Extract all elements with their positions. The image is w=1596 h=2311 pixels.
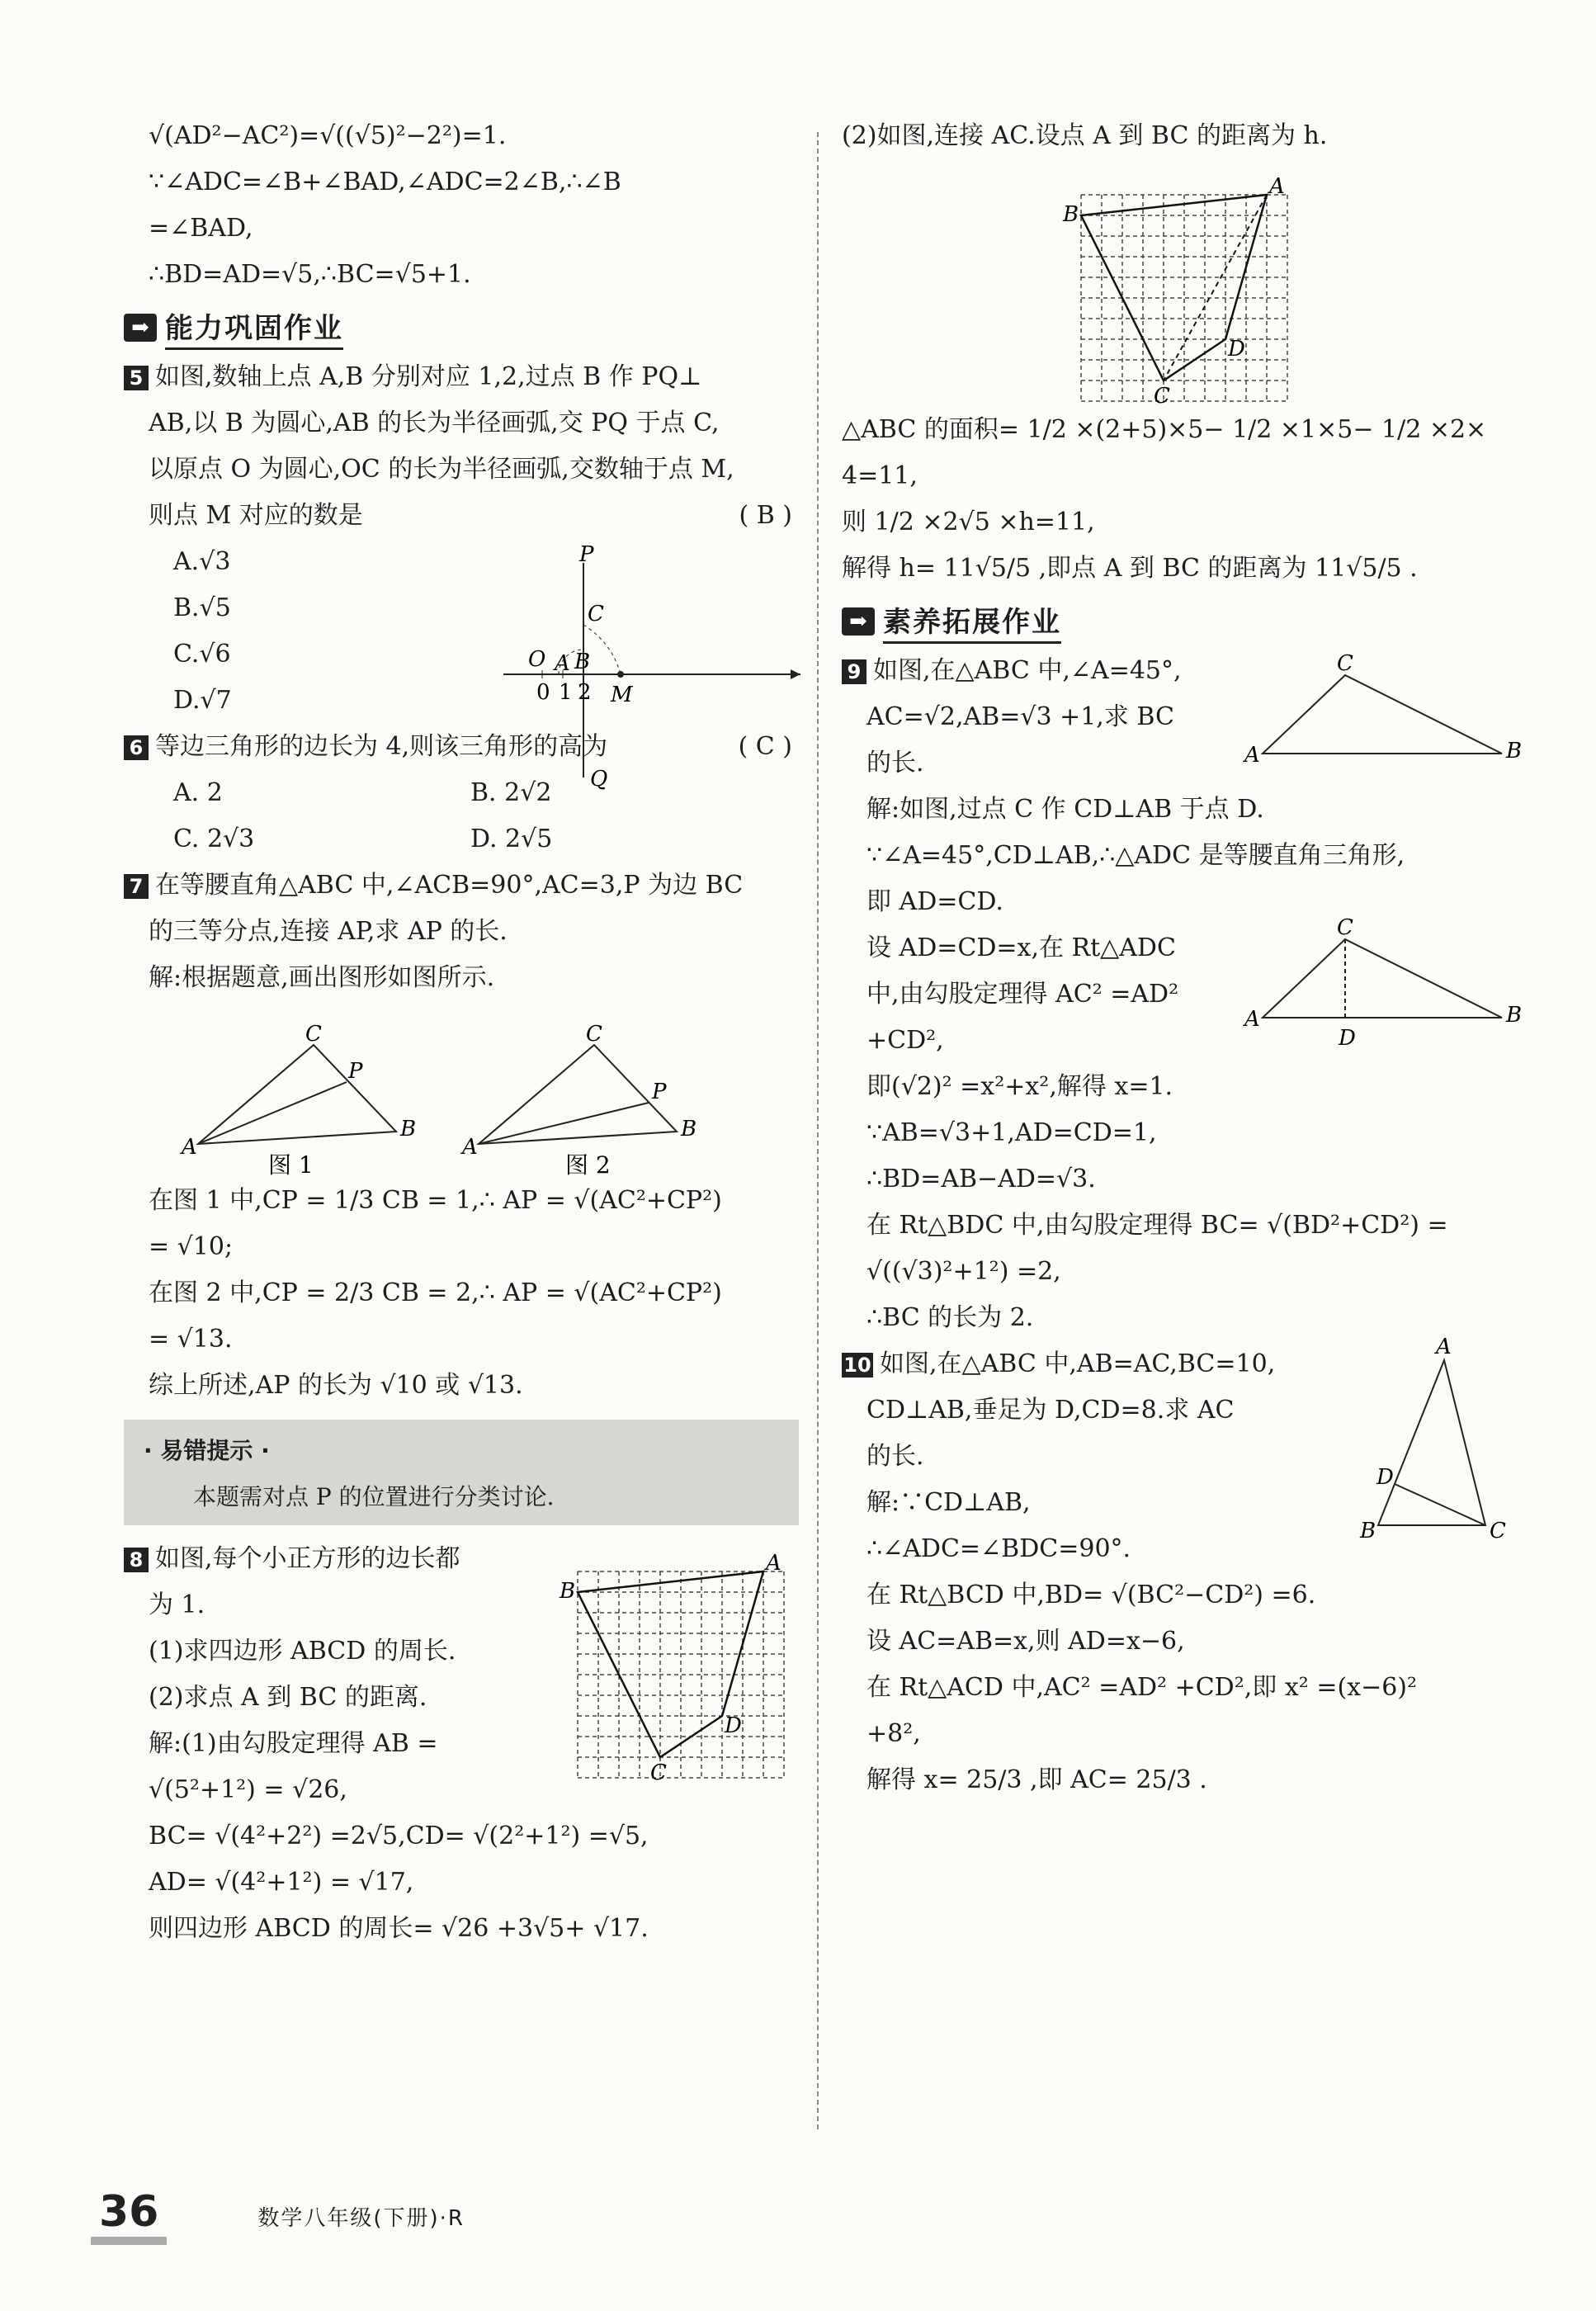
section-title: 素养拓展作业 xyxy=(883,599,1061,644)
fig-label: C xyxy=(588,602,604,626)
solution-line: 则四边形 ABCD 的周长= √26 +3√5+ √17. xyxy=(149,1914,649,1943)
text-line: 在等腰直角△ABC 中,∠ACB=90°,AC=3,P 为边 BC xyxy=(155,871,744,900)
fig-label: A xyxy=(1244,1007,1260,1032)
solution-line: 中,由勾股定理得 AC² =AD² xyxy=(866,980,1179,1009)
solution-line: 解得 x= 25/3 ,即 AC= 25/3 . xyxy=(866,1765,1207,1794)
fig-label: C xyxy=(1337,915,1353,940)
option: C.√6 xyxy=(173,640,231,669)
fig-label: D xyxy=(1339,1026,1356,1051)
question-number: 8 xyxy=(124,1548,149,1572)
fig-label: A xyxy=(1436,1335,1452,1359)
solution-line: +CD², xyxy=(866,1026,944,1055)
figure-caption: 图 2 xyxy=(565,1151,611,1179)
fig-label: C xyxy=(650,1760,667,1785)
text-line: 的三等分点,连接 AP,求 AP 的长. xyxy=(149,917,508,946)
option: B. 2√2 xyxy=(470,778,552,807)
text-line: CD⊥AB,垂足为 D,CD=8.求 AC xyxy=(866,1396,1235,1425)
question-9 xyxy=(842,651,1527,1332)
solution-line: BC= √(4²+2²) =2√5,CD= √(2²+1²) =√5, xyxy=(149,1822,649,1850)
question-number: 9 xyxy=(842,659,866,684)
book-title: 数学八年级(下册)·R xyxy=(257,2206,465,2231)
solution-line: 解:∵CD⊥AB, xyxy=(866,1488,1031,1517)
fig-label: C xyxy=(1154,384,1170,409)
solution-line: ∵AB=√3+1,AD=CD=1, xyxy=(866,1118,1157,1147)
fig-label: P xyxy=(348,1059,363,1084)
option: C. 2√3 xyxy=(173,825,255,853)
grid-quadrilateral-figure-2 xyxy=(842,170,1527,409)
tip-text: 本题需对点 P 的位置进行分类讨论. xyxy=(193,1483,555,1510)
text-line: 的长. xyxy=(866,749,924,777)
triangle-figures xyxy=(149,1012,800,1177)
left-column xyxy=(129,121,800,1963)
solution-line: 解:根据题意,画出图形如图所示. xyxy=(149,963,495,992)
fig-label: Q xyxy=(590,767,608,792)
answer-bracket: ( B ) xyxy=(739,501,792,530)
fig-label: P xyxy=(579,542,594,567)
fig-label: C xyxy=(1337,651,1353,676)
solution-line: 设 AD=CD=x,在 Rt△ADC xyxy=(866,933,1176,962)
text-line: 如图,每个小正方形的边长都 xyxy=(155,1544,460,1573)
fig-label: B xyxy=(1063,202,1079,227)
fig-label: C xyxy=(1490,1519,1506,1543)
fig-label: A xyxy=(1269,174,1285,199)
solution-line: △ABC 的面积= 1/2 ×(2+5)×5− 1/2 ×1×5− 1/2 ×2× xyxy=(842,415,1487,444)
fig-label: B xyxy=(574,650,591,674)
question-number: 10 xyxy=(842,1353,873,1378)
solution-line: √((√3)²+1²) =2, xyxy=(866,1257,1061,1286)
solution-line: 4=11, xyxy=(842,461,918,490)
solution-line: 即 AD=CD. xyxy=(866,887,1003,916)
triangle-altitude-figure-q9 xyxy=(1238,914,1527,1055)
solution-line: 解得 h= 11√5/5 ,即点 A 到 BC 的距离为 11√5/5 . xyxy=(842,554,1418,583)
text-line: AC=√2,AB=√3 +1,求 BC xyxy=(866,702,1174,731)
fig-label: A xyxy=(766,1551,781,1576)
fig-label: D xyxy=(1228,337,1245,362)
text-line: 如图,在△ABC 中,∠A=45°, xyxy=(873,656,1182,685)
solution-line: +8², xyxy=(866,1719,921,1748)
page-number: 36 xyxy=(91,2187,167,2245)
fig-label: A xyxy=(182,1135,197,1160)
text-line: AB,以 B 为圆心,AB 的长为半径画弧,交 PQ 于点 C, xyxy=(149,409,720,437)
section-header-ability xyxy=(124,309,800,347)
solution-line: ∴∠ADC=∠BDC=90°. xyxy=(866,1534,1131,1563)
text-line: 的长. xyxy=(866,1442,924,1471)
text-line: (1)求四边形 ABCD 的周长. xyxy=(149,1637,456,1666)
solution-line: ∴BC 的长为 2. xyxy=(866,1303,1034,1332)
solution-line: = √13. xyxy=(149,1325,233,1354)
solution-line: ∴BD=AB−AD=√3. xyxy=(866,1165,1096,1193)
fig-label: C xyxy=(305,1022,322,1047)
question-number: 6 xyxy=(124,735,149,760)
right-column xyxy=(842,121,1527,1814)
fig-label: A xyxy=(462,1135,478,1160)
question-number: 5 xyxy=(124,366,149,390)
text-line: 如图,在△ABC 中,AB=AC,BC=10, xyxy=(880,1349,1276,1378)
arrow-icon: ➡ xyxy=(842,607,875,636)
fig-label: C xyxy=(586,1022,602,1047)
solution-line: 综上所述,AP 的长为 √10 或 √13. xyxy=(149,1371,523,1400)
text-line: ∴BD=AD=√5,∴BC=√5+1. xyxy=(149,260,471,289)
fig-label: 1 xyxy=(559,680,573,705)
text-line: 等边三角形的边长为 4,则该三角形的高为 xyxy=(155,732,608,761)
solution-line: 设 AC=AB=x,则 AD=x−6, xyxy=(866,1627,1185,1656)
fig-label: B xyxy=(681,1117,697,1141)
question-8 xyxy=(129,1544,800,1943)
option: A.√3 xyxy=(173,547,231,576)
fig-label: 2 xyxy=(578,680,592,705)
fig-label: B xyxy=(560,1579,576,1604)
solution-line: 在图 1 中,CP = 1/3 CB = 1,∴ AP = √(AC²+CP²) xyxy=(149,1186,722,1215)
text-line: ∵∠ADC=∠B+∠BAD,∠ADC=2∠B,∴∠B xyxy=(149,168,621,196)
option: D. 2√5 xyxy=(470,825,553,853)
solution-line: AD= √(4²+1²) = √17, xyxy=(149,1868,414,1897)
page-footer xyxy=(91,2187,465,2245)
section-header-extension xyxy=(842,603,1527,640)
question-number: 7 xyxy=(124,874,149,899)
option: A. 2 xyxy=(173,778,223,807)
question-7 xyxy=(129,871,800,1400)
fig-label: P xyxy=(652,1080,667,1104)
figure-caption: 图 1 xyxy=(268,1151,314,1179)
fig-label: B xyxy=(1506,1003,1523,1028)
text-line: √(AD²−AC²)=√((√5)²−2²)=1. xyxy=(149,121,507,150)
option: B.√5 xyxy=(173,593,231,622)
text-line: 为 1. xyxy=(149,1590,205,1619)
solution-line: 在 Rt△BDC 中,由勾股定理得 BC= √(BD²+CD²) = xyxy=(866,1211,1448,1240)
option: D.√7 xyxy=(173,686,232,715)
solution-line: √(5²+1²) = √26, xyxy=(149,1775,347,1804)
grid-quadrilateral-figure xyxy=(560,1551,792,1786)
solution-line: 在 Rt△BCD 中,BD= √(BC²−CD²) =6. xyxy=(866,1581,1316,1609)
fig-label: B xyxy=(1506,739,1523,763)
fig-label: B xyxy=(400,1117,417,1141)
fig-label: A xyxy=(1244,743,1260,768)
triangle-figure-q9 xyxy=(1238,650,1527,774)
isosceles-triangle-figure-q10 xyxy=(1345,1335,1527,1550)
question-10 xyxy=(842,1335,1527,1794)
text-line: 则点 M 对应的数是 xyxy=(149,501,363,530)
fig-label: D xyxy=(725,1713,742,1738)
text-line: 以原点 O 为圆心,OC 的长为半径画弧,交数轴于点 M, xyxy=(149,455,734,484)
fig-label: M xyxy=(611,683,633,707)
fig-label: 0 xyxy=(536,680,550,705)
solution-line: 解:如图,过点 C 作 CD⊥AB 于点 D. xyxy=(866,795,1264,824)
solution-line: = √10; xyxy=(149,1232,234,1261)
solution-line: 在 Rt△ACD 中,AC² =AD² +CD²,即 x² =(x−6)² xyxy=(866,1673,1418,1702)
fig-label: D xyxy=(1376,1465,1394,1490)
fig-label: B xyxy=(1360,1519,1376,1543)
text-line: 如图,数轴上点 A,B 分别对应 1,2,过点 B 作 PQ⊥ xyxy=(155,362,702,391)
text-line: (2)求点 A 到 BC 的距离. xyxy=(149,1683,427,1712)
solution-line: 解:(1)由勾股定理得 AB = xyxy=(149,1729,438,1758)
solution-line: ∵∠A=45°,CD⊥AB,∴△ADC 是等腰直角三角形, xyxy=(866,841,1405,870)
solution-line: 即(√2)² =x²+x²,解得 x=1. xyxy=(866,1072,1173,1101)
column-divider xyxy=(817,132,819,2129)
solution-line: (2)如图,连接 AC.设点 A 到 BC 的距离为 h. xyxy=(842,121,1328,150)
tip-title: · 易错提示 · xyxy=(144,1437,270,1464)
fig-label: A xyxy=(555,651,570,676)
fig-label: O xyxy=(528,647,546,672)
answer-bracket: ( C ) xyxy=(738,732,792,761)
section-title: 能力巩固作业 xyxy=(165,305,343,350)
arrow-icon: ➡ xyxy=(124,314,157,342)
solution-line: 在图 2 中,CP = 2/3 CB = 2,∴ AP = √(AC²+CP²) xyxy=(149,1278,722,1307)
solution-line: 则 1/2 ×2√5 ×h=11, xyxy=(842,508,1095,536)
text-line: =∠BAD, xyxy=(149,214,253,243)
error-tip-box xyxy=(124,1420,799,1525)
